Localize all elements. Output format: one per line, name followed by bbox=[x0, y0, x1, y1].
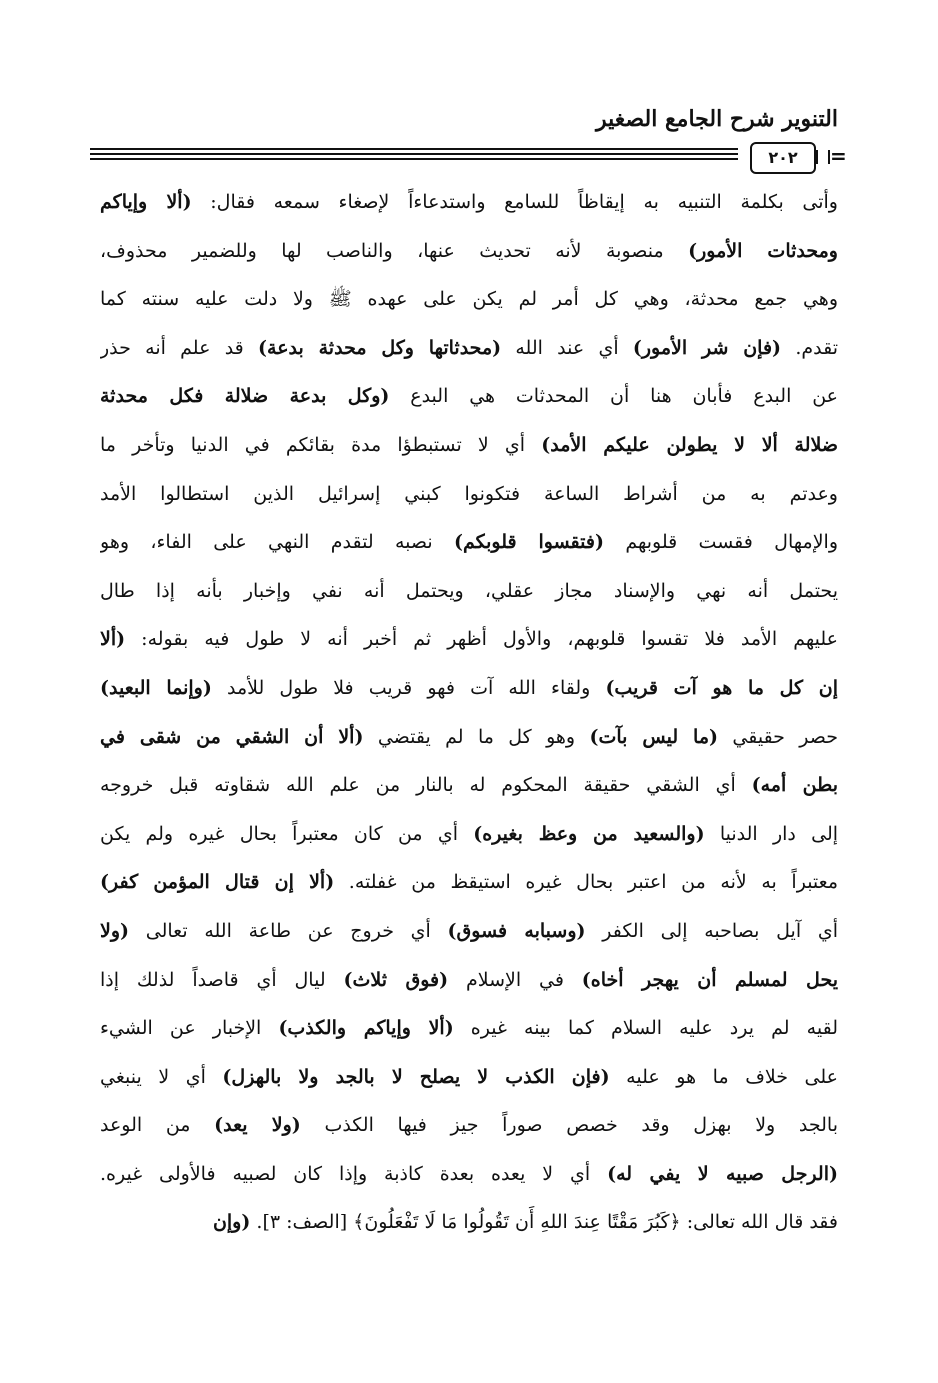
commentary-text-segment: نصبه لتقدم النهي على الفاء، وهو bbox=[100, 531, 454, 554]
hadith-text-segment: ومحدثات الأمور) bbox=[688, 239, 838, 262]
body-text bbox=[100, 178, 838, 1247]
hadith-text-segment: (ألا أن الشقي من شقى في bbox=[100, 725, 364, 748]
commentary-text-segment: تقدم. bbox=[781, 336, 838, 359]
text-line bbox=[100, 1198, 838, 1247]
commentary-text-segment: أي لا ينبغي bbox=[100, 1065, 223, 1088]
hadith-text-segment: (فتقسوا قلوبكم) bbox=[454, 531, 604, 554]
commentary-text-segment: قد علم أنه حذر bbox=[100, 336, 259, 359]
hadith-text-segment: (ألا وإياكم bbox=[100, 191, 192, 213]
text-line bbox=[100, 810, 838, 859]
text-line bbox=[100, 178, 838, 227]
commentary-text-segment: عليهم الأمد فلا تقسوا قلوبهم، والأول أظهر ثم أخبر أنه لا طول فيه بقوله: bbox=[125, 628, 838, 651]
hadith-text-segment: بطن أمه) bbox=[751, 774, 838, 797]
hadith-text-segment: (ألا إن قتال المؤمن كفر) bbox=[100, 871, 335, 894]
commentary-text-segment: يحتمل أنه نهي والإسناد مجاز عقلي، ويحتمل أنه نفي وإخبار بأنه إذا طال bbox=[100, 579, 838, 602]
hadith-text-segment: يحل لمسلم أن يهجر أخاه) bbox=[581, 968, 838, 991]
commentary-text-segment: معتبراً به لأنه من اعتبر بحال غيره استيقظ من غفلته. bbox=[334, 871, 838, 894]
text-line bbox=[100, 664, 838, 713]
text-line bbox=[100, 324, 838, 373]
text-line bbox=[100, 421, 838, 470]
text-line bbox=[100, 275, 838, 324]
commentary-text-segment: في الإسلام bbox=[448, 968, 582, 991]
hadith-text-segment: (الرجل صبيه لا يفي له) bbox=[607, 1162, 838, 1185]
commentary-text-segment: وأتى بكلمة التنبيه به إيقاظاً للسامع واستدعاءاً لإصغاء سمعه فقال: bbox=[191, 191, 838, 213]
hadith-text-segment: (فوق ثلاث) bbox=[343, 968, 449, 991]
hadith-text-segment: (ما ليس بآت) bbox=[589, 725, 719, 748]
text-line bbox=[100, 567, 838, 616]
commentary-text-segment: حصر حقيقي bbox=[718, 725, 838, 748]
commentary-text-segment: ولقاء الله آت فهو قريب فلا طول للأمد bbox=[211, 676, 606, 699]
commentary-text-segment: بالجد ولا بهزل وقد خصص صوراً جيز فيها الكذب bbox=[300, 1114, 838, 1137]
commentary-text-segment: من الوعد bbox=[100, 1114, 215, 1137]
hadith-text-segment: (وكل بدعة ضلالة فكل محدثة bbox=[100, 385, 390, 408]
commentary-text-segment: أي لا تستبطؤا مدة بقائكم في الدنيا وتأخر ما bbox=[100, 433, 542, 456]
hadith-text-segment: (وسبابه فسوق) bbox=[447, 919, 586, 942]
header-rule-top bbox=[90, 148, 738, 150]
text-line bbox=[100, 1004, 838, 1053]
hadith-text-segment: (ولا يعد) bbox=[214, 1114, 301, 1137]
commentary-text-segment: عن البدع فأبان هنا أن المحدثات هي البدع bbox=[389, 385, 838, 408]
text-line bbox=[100, 1150, 838, 1199]
commentary-text-segment: على خلاف ما هو عليه bbox=[609, 1065, 838, 1088]
text-line bbox=[100, 858, 838, 907]
commentary-text-segment: الإخبار عن الشيء bbox=[100, 1017, 279, 1040]
page-number-ornament bbox=[816, 150, 830, 164]
hadith-text-segment: (وإن bbox=[212, 1211, 251, 1234]
text-line bbox=[100, 956, 838, 1005]
commentary-text-segment: منصوبة لأنه تحديث عنها، والناصب لها وللضمير محذوف، bbox=[100, 239, 689, 262]
commentary-text-segment: والإمهال فقست قلوبهم bbox=[603, 531, 838, 554]
commentary-text-segment: أي من كان معتبراً بحال غيره ولم يكن bbox=[100, 822, 474, 845]
running-header-title: التنوير شرح الجامع الصغير bbox=[596, 106, 838, 132]
commentary-text-segment: وهو كل ما لم يقتضي bbox=[363, 725, 590, 748]
text-line bbox=[100, 518, 838, 567]
text-line bbox=[100, 713, 838, 762]
commentary-text-segment: إلى دار الدنيا bbox=[704, 822, 838, 845]
commentary-text-segment: وعدتم به من أشراط الساعة فتكونوا كبني إسرائيل الذين استطالوا الأمد bbox=[100, 482, 838, 505]
commentary-text-segment: ليال أي قاصداً لذلك إذا bbox=[100, 968, 344, 991]
text-line bbox=[100, 615, 838, 664]
hadith-text-segment: (وإنما البعيد) bbox=[100, 676, 212, 699]
page-number-box: ٢٠٢ bbox=[750, 142, 816, 174]
hadith-text-segment: (ولا bbox=[100, 919, 130, 942]
header-rule-bottom bbox=[90, 158, 738, 160]
hadith-text-segment: ضلالة ألا لا يطولن عليكم الأمد) bbox=[541, 433, 838, 456]
header-rule-middle bbox=[90, 153, 738, 155]
hadith-text-segment: (فإن شر الأمور) bbox=[632, 336, 782, 359]
commentary-text-segment: أي عند الله bbox=[501, 336, 633, 359]
commentary-text-segment: أي آيل بصاحبه إلى الكفر bbox=[585, 919, 838, 942]
hadith-text-segment: (والسعيد من وعظ بغيره) bbox=[473, 822, 705, 845]
text-line bbox=[100, 227, 838, 276]
commentary-text-segment: أي خروج عن طاعة الله تعالى bbox=[129, 919, 448, 942]
text-line bbox=[100, 470, 838, 519]
text-line bbox=[100, 372, 838, 421]
hadith-text-segment: إن كل ما هو آت قريب) bbox=[605, 676, 838, 699]
commentary-text-segment: أي الشقي حقيقة المحكوم له بالنار من علم الله شقاوته قبل خروجه bbox=[100, 774, 752, 797]
hadith-text-segment: (ألا وإياكم والكذب) bbox=[278, 1017, 454, 1040]
hadith-text-segment: (ألا bbox=[100, 628, 126, 651]
hadith-text-segment: (محدثاتها وكل محدثة بدعة) bbox=[258, 336, 502, 359]
commentary-text-segment: وهي جمع محدثة، وهي كل أمر لم يكن على عهده ﷺ ولا دلت عليه سنته كما bbox=[100, 288, 838, 311]
page-number-ornament-end: = bbox=[830, 144, 847, 168]
commentary-text-segment: لقيه لم يرد عليه السلام كما بينه غيره bbox=[453, 1017, 838, 1040]
hadith-text-segment: (فإن الكذب لا يصلح لا بالجد ولا بالهزل) bbox=[222, 1065, 610, 1088]
text-line bbox=[100, 907, 838, 956]
commentary-text-segment: فقد قال الله تعالى: ﴿كَبُرَ مَقْتًا عِندَ اللهِ أَن تَقُولُوا مَا لَا تَفْعَلُونَ﴾ [الصف: ٣]. bbox=[250, 1211, 838, 1234]
text-line bbox=[100, 761, 838, 810]
text-line bbox=[100, 1053, 838, 1102]
commentary-text-segment: أي لا يعده بعدة كاذبة وإذا كان لصبيه فالأولى غيره. bbox=[100, 1162, 608, 1185]
text-line bbox=[100, 1101, 838, 1150]
